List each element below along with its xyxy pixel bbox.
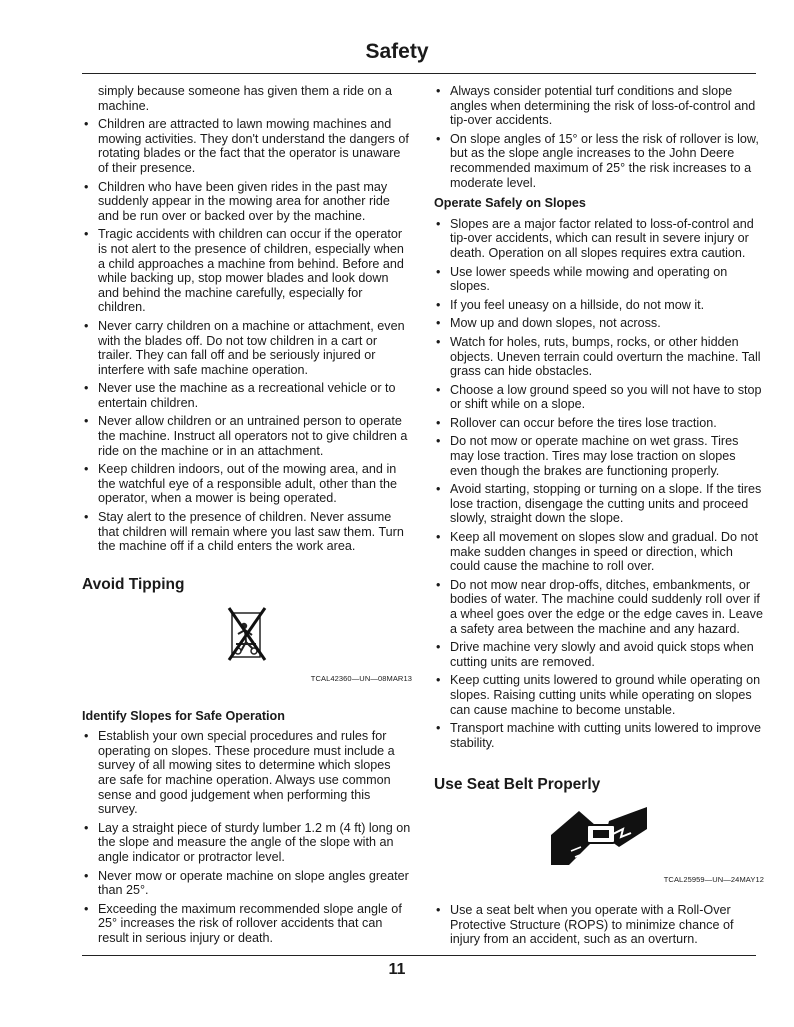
seat-belt-buckle-icon — [551, 807, 647, 865]
children-safety-list — [82, 117, 412, 554]
bullet: • — [436, 84, 441, 98]
list-item: • Never mow or operate machine on slope angles greater than 25°. — [84, 868, 409, 898]
bullet: • — [84, 820, 89, 835]
bullet: • — [84, 117, 89, 132]
list-item: • Rollover can occur before the tires lose traction. — [436, 415, 717, 430]
no-children-on-machine-icon — [224, 606, 270, 662]
list-item: • Choose a low ground speed so you will not have to stop or shift while on a slope. — [436, 382, 762, 412]
list-item: • Never carry children on a machine or attachment, even with the blades off. Do not tow children in a cart or trailer. They can fall off and be seriously injured or interfere with safe machine operation. — [84, 318, 405, 377]
bullet: • — [436, 577, 441, 592]
list-item: • On slope angles of 15° or less the risk of rollover is low, but as the slope angle increases to the John Deere recommended maximum of 25° the risk increases to a moderate level. — [436, 131, 759, 190]
list-item: • Use lower speeds while mowing and operating on slopes. — [436, 264, 728, 294]
bullet: • — [436, 334, 441, 349]
bullet: • — [436, 264, 441, 279]
list-item: • Use a seat belt when you operate with a Roll-Over Protective Structure (ROPS) to minimize chance of injury from an accident, such as an overturn. — [436, 903, 734, 947]
slope-conditions-list — [434, 84, 764, 190]
bullet: • — [84, 729, 89, 744]
bullet: • — [84, 901, 89, 916]
list-item: • Slopes are a major factor related to loss-of-control and tip-over accidents, which can result in severe injury or death. Operation on all slopes requires extra caution. — [436, 216, 754, 260]
list-item: • Establish your own special procedures and rules for operating on slopes. These procedure must include a survey of all mowing sites to determine which slopes are safe for machine operation. Always use common sense and good judgement when performing this survey. — [84, 729, 395, 817]
bullet: • — [436, 297, 441, 312]
list-item: • Watch for holes, ruts, bumps, rocks, or other hidden objects. Uneven terrain could overturn the machine. Tall grass can hide obstacles. — [436, 334, 761, 379]
page-number: 11 — [388, 961, 406, 978]
list-item: • Keep all movement on slopes slow and gradual. Do not make sudden changes in speed or direction, which could cause the machine to roll over. — [436, 530, 759, 574]
list-item: • Transport machine with cutting units lowered to improve stability. — [436, 721, 762, 750]
right-column — [434, 84, 764, 951]
bullet: • — [436, 382, 441, 397]
bullet: • — [84, 179, 89, 194]
figure-caption: TCAL42360—UN—08MAR13 — [310, 674, 412, 683]
operate-safely-list — [434, 217, 764, 751]
list-item: • Never allow children or an untrained person to operate the machine. Instruct all operators not to give children a ride on the machine or in an attachment. — [84, 414, 408, 458]
header-rule — [82, 73, 756, 74]
list-item: • Keep cutting units lowered to ground while operating on slopes. Raising cutting units while operating on slopes can cause machine to become unstable. — [436, 673, 761, 717]
bullet: • — [436, 316, 441, 331]
continuation-text: simply because someone has given them a ride on a machine. — [98, 84, 393, 113]
list-item: • Drive machine very slowly and avoid quick stops when cutting units are removed. — [436, 640, 754, 669]
list-item: • Do not mow near drop-offs, ditches, embankments, or bodies of water. The machine could suddenly roll over if a wheel goes over the edge or the edge caves in. Leave a safety area between the machine and any hazard. — [436, 577, 763, 636]
list-item: • Lay a straight piece of sturdy lumber 1.2 m (4 ft) long on the slope and measure the angle of the slope with an angle indicator or protractor level. — [84, 820, 411, 864]
list-item: • Do not mow or operate machine on wet grass. Tires may lose traction. Tires may lose traction on slopes even though the brakes are functioning properly. — [436, 434, 739, 478]
left-column — [82, 84, 412, 950]
page-title: Safety — [365, 40, 429, 63]
list-item: • Never use the machine as a recreational vehicle or to entertain children. — [84, 381, 396, 410]
seat-belt-heading: Use Seat Belt Properly — [434, 776, 601, 794]
bullet: • — [84, 381, 89, 396]
list-item: • Stay alert to the presence of children. Never assume that children will remain where you last saw them. Turn the machine off if a child enters the work area. — [84, 510, 404, 554]
bullet: • — [84, 510, 89, 525]
bullet: • — [436, 640, 441, 655]
bullet: • — [436, 131, 441, 146]
avoid-tipping-figure — [82, 606, 412, 666]
identify-slopes-heading: Identify Slopes for Safe Operation — [82, 708, 285, 723]
list-item: • Children are attracted to lawn mowing machines and mowing activities. They don't understand the dangers of rotating blades or the fact that the operator is unaware of their presence. — [84, 117, 409, 175]
bullet: • — [436, 530, 441, 545]
identify-slopes-list — [82, 729, 412, 945]
bullet: • — [436, 482, 441, 497]
list-item: • Mow up and down slopes, not across. — [436, 316, 661, 331]
bullet: • — [436, 415, 441, 430]
bullet: • — [436, 216, 441, 231]
avoid-tipping-heading: Avoid Tipping — [82, 575, 185, 593]
bullet: • — [436, 434, 441, 449]
bullet: • — [436, 721, 441, 736]
bullet: • — [436, 903, 441, 918]
seat-belt-list — [434, 903, 764, 947]
footer-rule — [82, 955, 756, 956]
figure-caption: TCAL25959—UN—24MAY12 — [663, 874, 764, 884]
list-item: • Avoid starting, stopping or turning on a slope. If the tires lose traction, disengage the cutting units and proceed slowly, straight down the slope. — [436, 482, 762, 526]
list-item: • Children who have been given rides in the past may suddenly appear in the mowing area for another ride and be run over or backed over by the machine. — [84, 179, 390, 223]
bullet: • — [84, 227, 89, 242]
list-item: • Always consider potential turf conditions and slope angles when determining the risk of loss-of-control and tip-over accidents. — [436, 84, 756, 128]
bullet: • — [84, 462, 89, 477]
list-item: • If you feel uneasy on a hillside, do not mow it. — [436, 297, 705, 312]
list-item: • Exceeding the maximum recommended slope angle of 25° increases the risk of rollover accidents that can result in serious injury or death. — [84, 901, 402, 945]
bullet: • — [436, 673, 441, 688]
list-item: • Keep children indoors, out of the mowing area, and in the watchful eye of a responsible adult, other than the operator, when a mower is being operated. — [84, 462, 397, 506]
bullet: • — [84, 414, 89, 429]
seat-belt-figure — [434, 807, 764, 869]
bullet: • — [84, 868, 89, 883]
operate-safely-heading: Operate Safely on Slopes — [434, 196, 586, 211]
bullet: • — [84, 318, 89, 333]
list-item: • Tragic accidents with children can occur if the operator is not alert to the presence of children, especially when a child approaches a machine from behind. Before and while backing up, stop mower blades and look down and behind the machine carefully, especially for children. — [84, 227, 404, 315]
